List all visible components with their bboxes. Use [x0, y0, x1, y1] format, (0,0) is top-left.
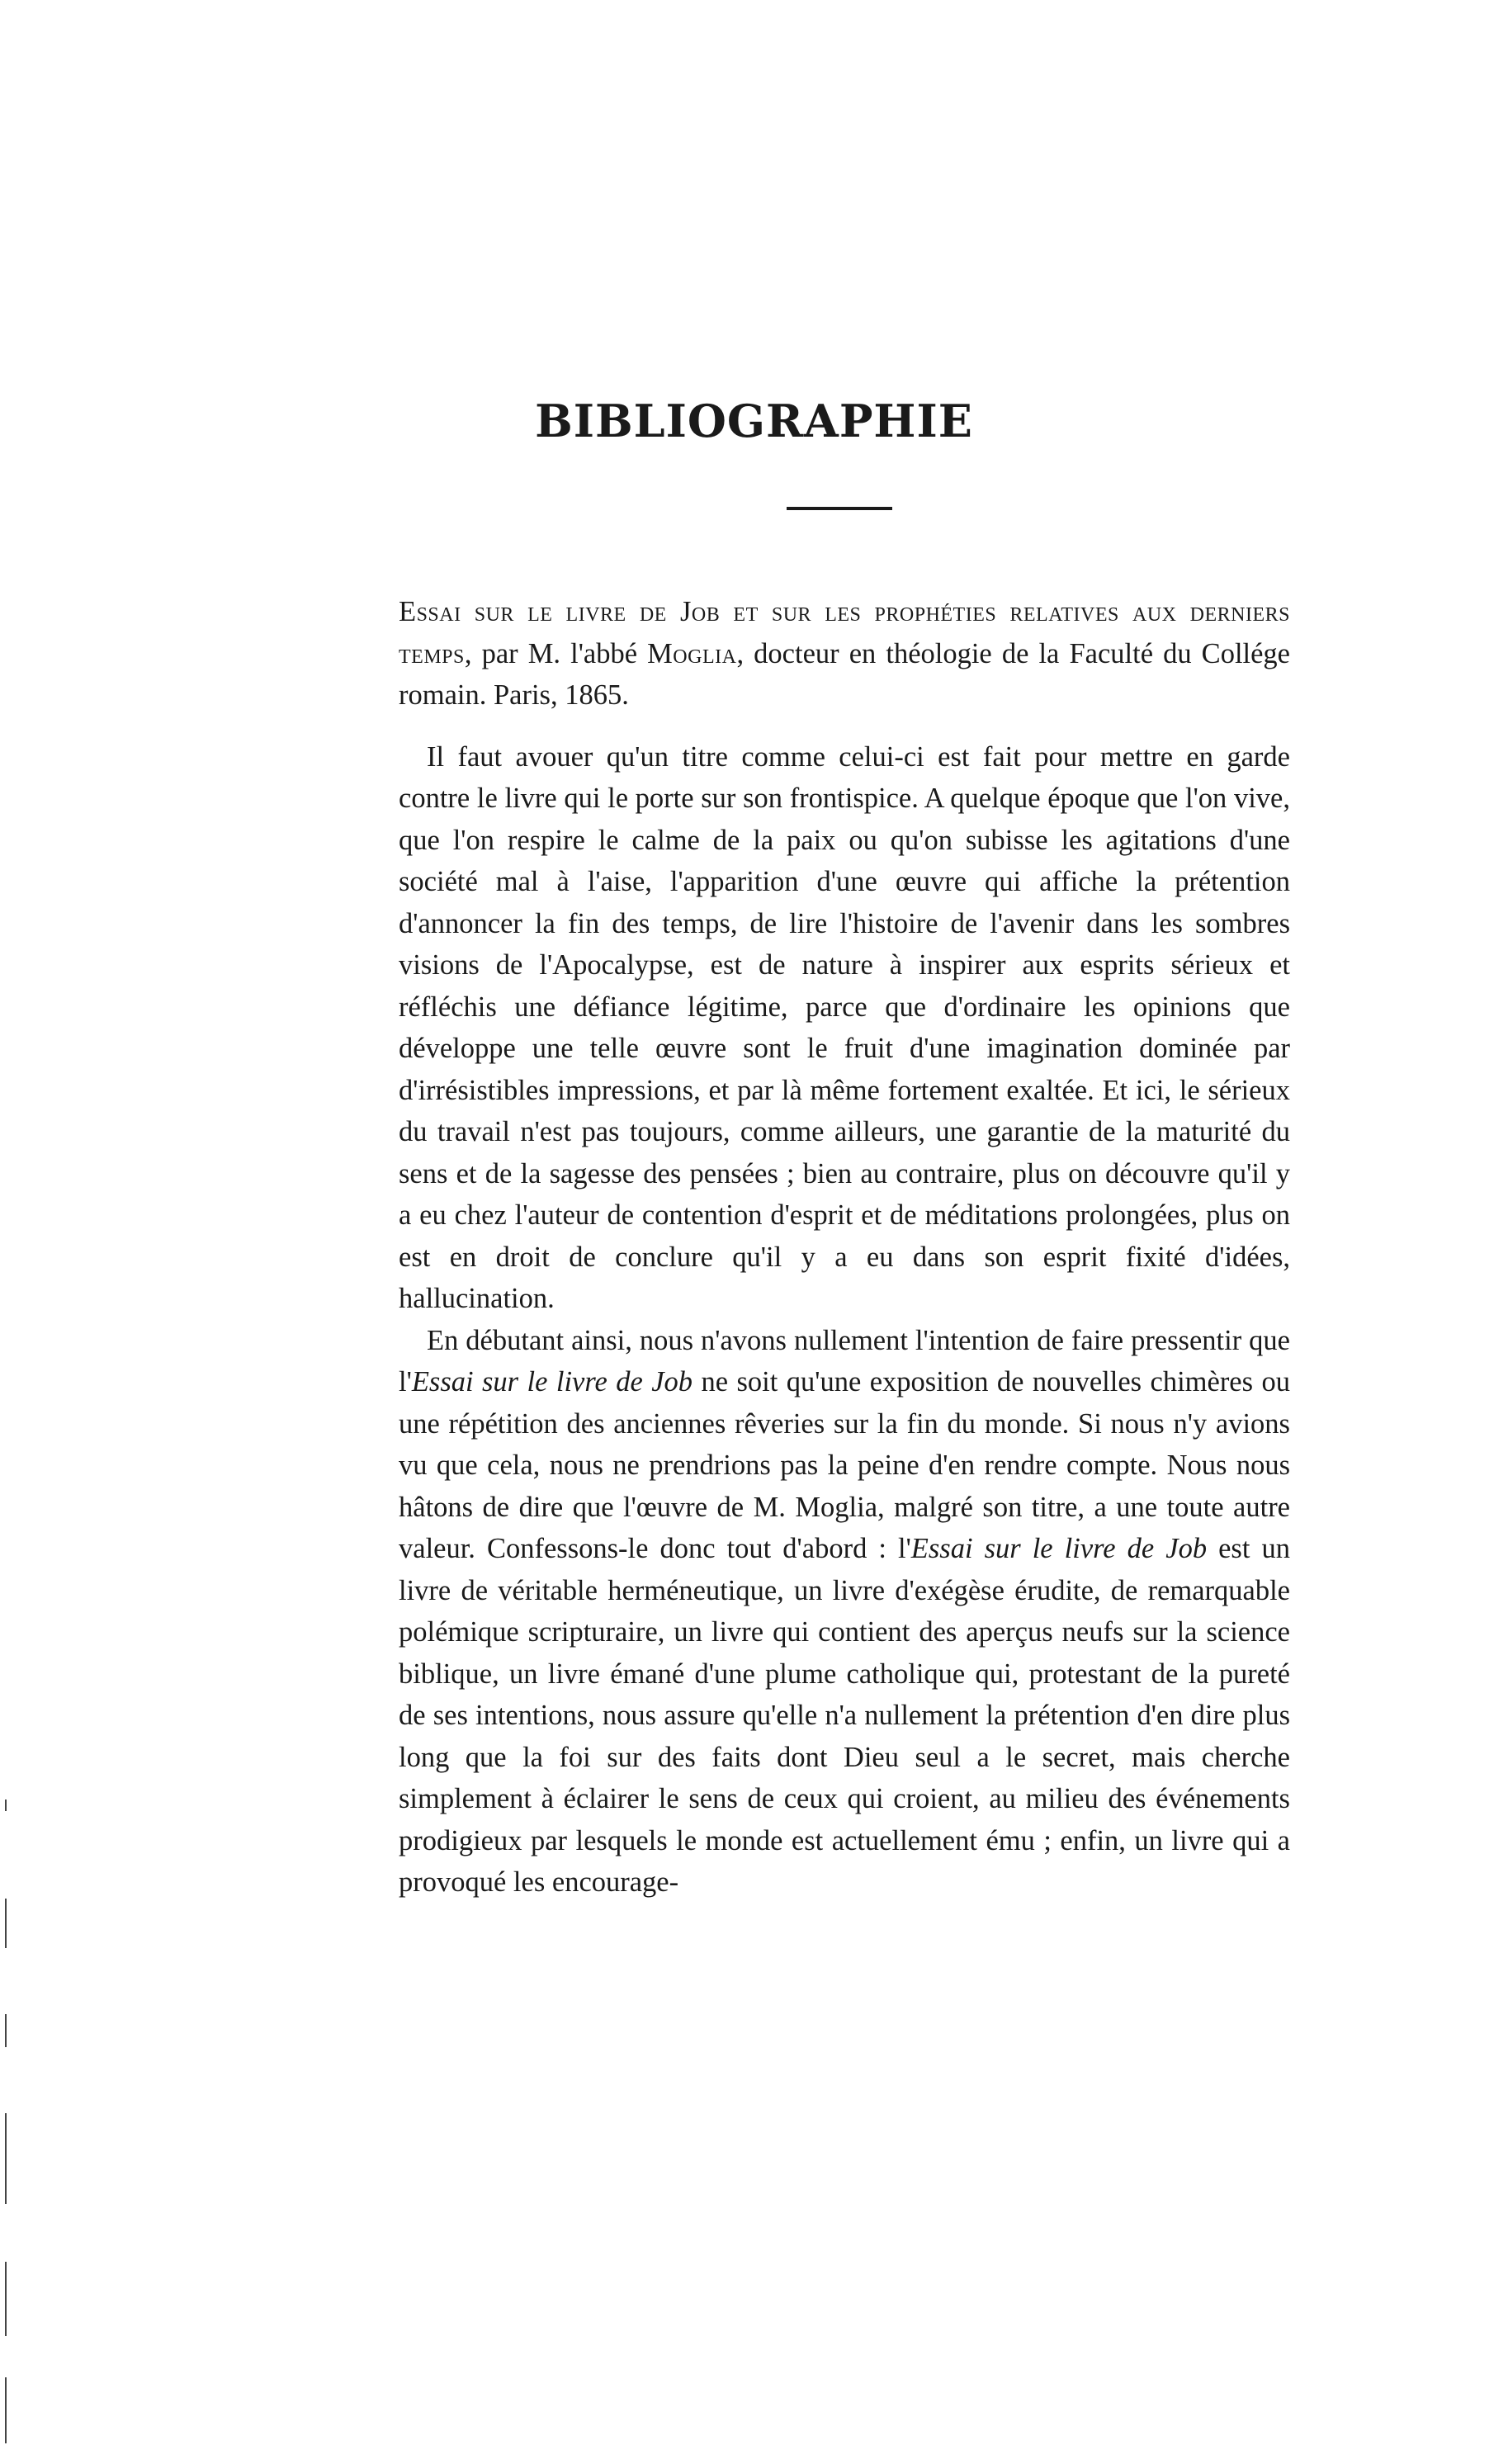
entry-book-title: Essai sur le livre de Job et sur les prophéties relatives aux derniers temps — [399, 596, 1290, 669]
text-column — [399, 591, 1290, 1904]
paragraph-1: Il faut avouer qu'un titre comme celui-ci est fait pour mettre en garde contre le livre qui le porte sur son frontispice. A quelque époque que l'on vive, que l'on respire le calme de la paix ou qu'on subisse les agitations d'une société mal à l'aise, l'apparition d'une œuvre qui affiche la prétention d'annoncer la fin des temps, de lire l'histoire de l'avenir dans les sombres visions de l'Apocalypse, est de nature à inspirer aux esprits sérieux et réfléchis une défiance légitime, parce que d'ordinaire les opinions que développe une telle œuvre sont le fruit d'une imagination dominée par d'irrésistibles impressions, et par là même fortement exaltée. Et ici, le sérieux du travail n'est pas toujours, comme ailleurs, une garantie de la maturité du sens et de la sagesse des pensées ; bien au contraire, plus on découvre qu'il y a eu chez l'auteur de contention d'esprit et de méditations prolongées, plus on est en droit de conclure qu'il y a eu dans son esprit fixité d'idées, hallucination. — [399, 740, 1290, 1314]
page-title: BIBLIOGRAPHIE — [535, 395, 973, 447]
bibliographic-entry — [399, 591, 1290, 716]
entry-details: , docteur en théologie de la Faculté du Collége romain. Paris, 1865. — [399, 637, 1290, 711]
paragraph-2 — [399, 1320, 1290, 1904]
paragraph-2-part-a: En débutant ainsi, nous n'avons nullement l'intention de faire pressentir que l' — [399, 1324, 1290, 1398]
paragraph-2-part-b: ne soit qu'une exposition de nouvelles chimères ou une répétition des anciennes rêveries sur la fin du monde. Si nous n'y avions vu que cela, nous ne prendrions pas la peine d'en rendre compte. Nous nous hâtons de dire que l'œuvre de M. Moglia, malgré son titre, a une toute autre valeur. Confessons-le donc tout d'abord : l' — [399, 1366, 1290, 1564]
title-divider — [787, 507, 892, 510]
entry-author: Moglia — [647, 637, 737, 669]
book-title-italic: Essai sur le livre de Job — [411, 1366, 693, 1398]
scan-edge-marks — [5, 1800, 10, 2460]
entry-by: , par M. l'abbé — [464, 637, 648, 669]
book-title-italic: Essai sur le livre de Job — [910, 1533, 1208, 1564]
paragraph-2-part-c: est un livre de véritable herméneutique, un livre d'exégèse érudite, de remarquable polémique scripturaire, un livre qui contient des aperçus neufs sur la science biblique, un livre émané d'une plume catholique qui, protestant de la pureté de ses intentions, nous assure qu'elle n'a nullement la prétention d'en dire plus long que la foi sur des faits dont Dieu seul a le secret, mais cherche simplement à éclairer le sens de ceux qui croient, au milieu des événements prodigieux par lesquels le monde est actuellement ému ; enfin, un livre qui a provoqué les encourage- — [399, 1533, 1290, 1898]
